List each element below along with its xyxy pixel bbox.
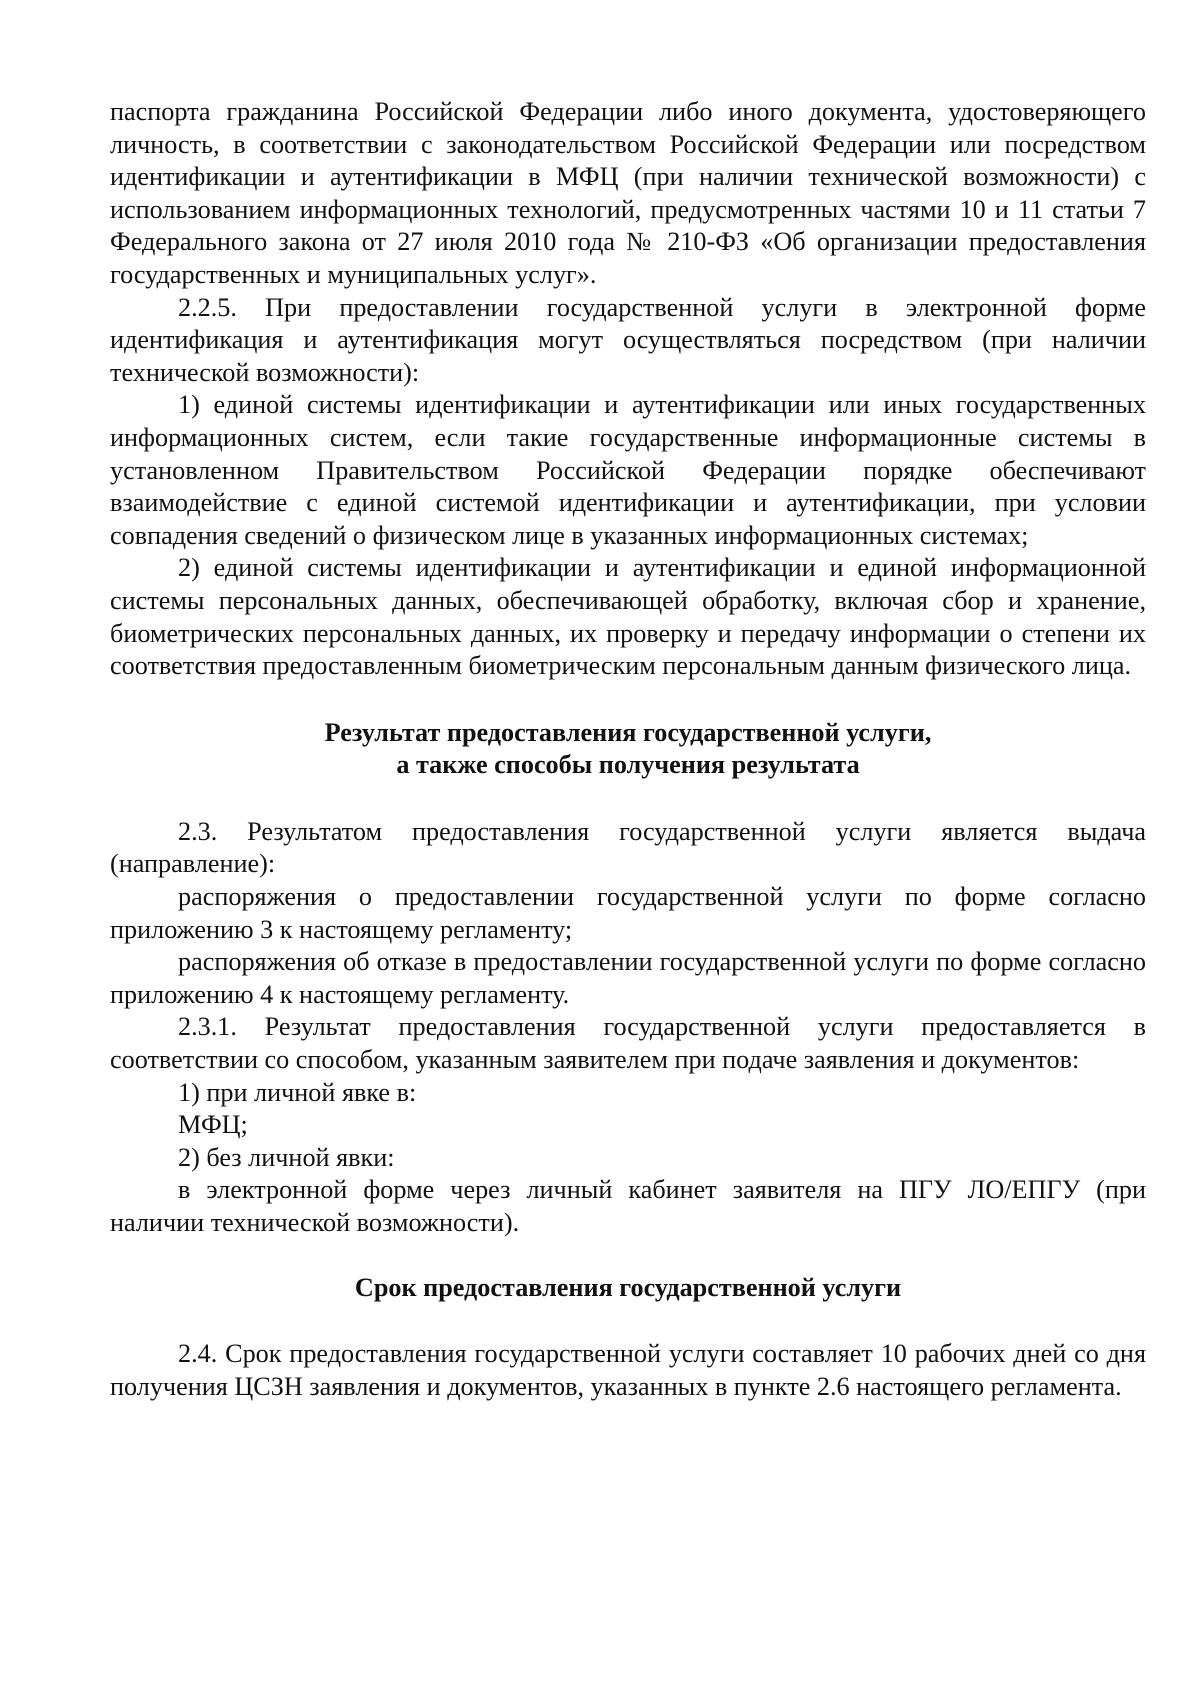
section-term-body	[110, 1338, 1146, 1403]
list-item-in-person: 1) при личной явке в:	[178, 1077, 417, 1107]
document-page	[110, 96, 1146, 1403]
paragraph-order-refused: распоряжения об отказе в предоставлении государственной услуги по форме согласно приложению 4 к настоящему регламенту.	[110, 947, 1146, 1009]
paragraph-2-4: 2.4. Срок предоставления государственной услуги составляет 10 рабочих дней со дня получения ЦСЗН заявления и документов, указанных в пункте 2.6 настоящего регламента.	[110, 1339, 1146, 1401]
list-item-biometric: 2) единой системы идентификации и аутентификации и единой информационной системы персональных данных, обеспечивающей обработку, включая сбор и хранение, биометрических персональных данных, их проверку и передачу информации о степени их соответствия предоставленным биометрическим персональным данным физического лица.	[110, 553, 1146, 681]
section-result-body	[110, 816, 1146, 1240]
paragraph-2-3-1: 2.3.1. Результат предоставления государственной услуги предоставляется в соответствии со способом, указанным заявителем при подаче заявления и документов:	[110, 1012, 1146, 1075]
paragraph-order-granted: распоряжения о предоставлении государственной услуги по форме согласно приложению 3 к настоящему регламенту;	[110, 882, 1146, 944]
list-item-esia: 1) единой системы идентификации и аутентификации или иных государственных информационных систем, если такие государственные информационные системы в установленном Правительством Российской Федерации порядке обеспечивают взаимодействие с единой системой идентификации и аутентификации, при условии совпадения сведений о физическом лице в указанных информационных системах;	[110, 390, 1146, 550]
list-item-mfc: МФЦ;	[178, 1110, 248, 1140]
section-heading-result-line2: а также способы получения результата	[396, 750, 860, 780]
list-item-remote: 2) без личной явки:	[178, 1142, 395, 1172]
paragraph-identity-documents: паспорта гражданина Российской Федерации либо иного документа, удостоверяющего личность, в соответствии с законодательством Российской Федерации или посредством идентификации и аутентификации в МФЦ (при наличии технической возможности) с использованием информационных технологий, предусмотренных частями 10 и 11 статьи 7 Федерального закона от 27 июля 2010 года № 210-ФЗ «Об организации предоставления государственных и муниципальных услуг».	[110, 97, 1146, 289]
paragraph-electronic-form: в электронной форме через личный кабинет заявителя на ПГУ ЛО/ЕПГУ (при наличии технической возможности).	[110, 1175, 1146, 1237]
section-heading-term: Срок предоставления государственной услуги	[354, 1272, 902, 1302]
paragraph-2-2-5: 2.2.5. При предоставлении государственной услуги в электронной форме идентификация и аутентификация могут осуществляться посредством (при наличии технической возможности):	[110, 292, 1146, 387]
paragraph-2-3: 2.3. Результатом предоставления государственной услуги является выдача (направление):	[110, 816, 1146, 879]
section-heading-result	[110, 717, 1146, 782]
section-heading-result-line1: Результат предоставления государственной услуги,	[324, 717, 932, 747]
